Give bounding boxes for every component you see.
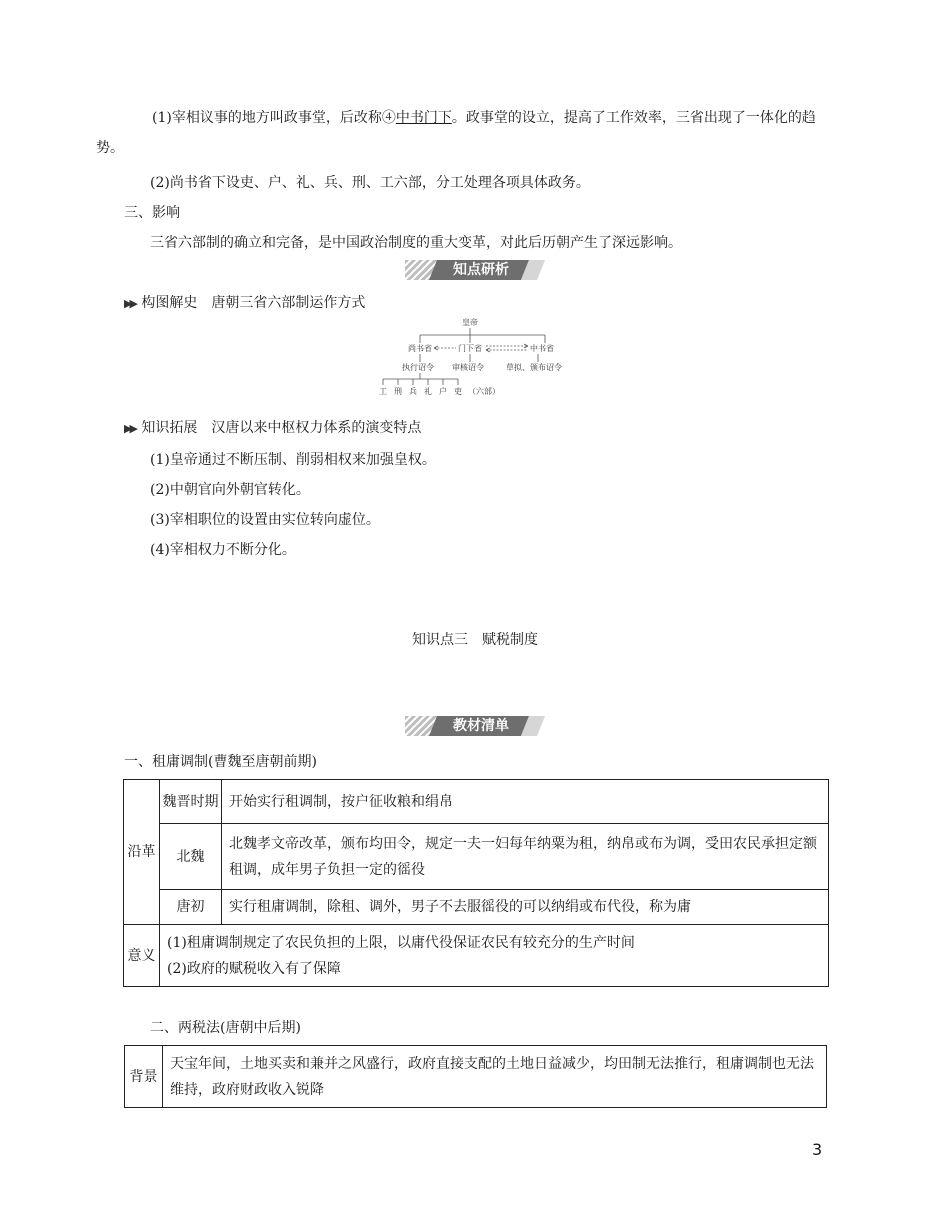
expand-item: (3)宰相职位的设置由实位转向虚位。 xyxy=(150,512,380,528)
zuyong-table xyxy=(123,779,829,987)
item1-cont: 势。 xyxy=(96,140,124,156)
significance-item: (1)租庸调制规定了农民负担的上限，以庸代役保证农民有较充分的生产时间 xyxy=(167,934,635,951)
section3-heading: 三、影响 xyxy=(124,205,180,221)
content-cell: 北魏孝文帝改革，颁布均田令，规定一夫一妇每年纳粟为租，纳帛或布为调，受田农民承担定额租调，成年男子负担一定的徭役 xyxy=(222,824,829,890)
table-row xyxy=(124,780,829,824)
diagram-title: 构图解史 唐朝三省六部制运作方式 xyxy=(141,295,366,311)
content-cell: 开始实行租调制，按户征收粮和绢帛 xyxy=(222,780,829,824)
double-arrow-icon: ▶▶ xyxy=(124,422,135,435)
ministry-hu: 户 xyxy=(439,387,447,396)
expand-item: (2)中朝官向外朝官转化。 xyxy=(150,482,310,498)
ministries-label: （六部） xyxy=(468,387,500,396)
zuyong-heading: 一、租庸调制(曹魏至唐朝前期) xyxy=(124,754,317,770)
expand-title: 知识拓展 汉唐以来中枢权力体系的演变特点 xyxy=(141,420,422,436)
table-row xyxy=(124,925,829,987)
content-cell: 实行租庸调制，除租、调外，男子不去服徭役的可以纳绢或布代役，称为庸 xyxy=(222,890,829,925)
liangshui-table xyxy=(124,1045,827,1108)
node-review: 审核诏令 xyxy=(452,363,484,372)
period-cell: 魏晋时期 xyxy=(160,780,222,824)
table-row xyxy=(124,890,829,925)
banner-analysis-text: 知点研析 xyxy=(453,262,509,278)
ministry-gong: 工 xyxy=(379,387,387,396)
node-menxia: 门下省 xyxy=(458,344,482,353)
expand-item: (1)皇帝通过不断压制、削弱相权来加强皇权。 xyxy=(150,452,436,468)
item1-paragraph xyxy=(96,103,830,163)
item2: (2)尚书省下设吏、户、礼、兵、刑、工六部，分工处理各项具体政务。 xyxy=(150,175,590,191)
significance-item: (2)政府的赋税收入有了保障 xyxy=(167,960,341,977)
kp3-title: 知识点三 赋税制度 xyxy=(412,632,538,648)
background-cell: 天宝年间，土地买卖和兼并之风盛行，政府直接支配的土地日益减少，均田制无法推行，租庸调制也无法维持，政府财政收入锐降 xyxy=(163,1046,827,1108)
banner-textbook-text: 教材清单 xyxy=(453,718,509,734)
period-cell: 唐初 xyxy=(160,890,222,925)
table-row xyxy=(125,1046,827,1108)
three-departments-diagram xyxy=(370,315,590,400)
diagram-title-row xyxy=(124,292,365,312)
page-number: 3 xyxy=(812,1140,823,1159)
section3-text: 三省六部制的确立和完备，是中国政治制度的重大变革，对此后历朝产生了深远影响。 xyxy=(150,235,682,251)
ministry-li-personnel: 吏 xyxy=(454,387,462,396)
background-label: 背景 xyxy=(125,1046,163,1108)
expand-item: (4)宰相权力不断分化。 xyxy=(150,542,296,558)
banner-textbook xyxy=(405,716,545,736)
item1-after: 。政事堂的设立，提高了工作效率，三省出现了一体化的趋 xyxy=(451,110,816,126)
node-exec: 执行诏令 xyxy=(402,363,434,372)
double-arrow-icon: ▶▶ xyxy=(124,297,135,310)
node-zhongshu: 中书省 xyxy=(530,344,554,353)
expand-title-row xyxy=(124,417,421,437)
evolution-label: 沿革 xyxy=(124,780,160,925)
node-shangshu: 尚书省 xyxy=(408,344,432,353)
period-cell: 北魏 xyxy=(160,824,222,890)
significance-label: 意义 xyxy=(124,925,160,987)
ministry-bing: 兵 xyxy=(409,387,417,396)
item1-before: (1)宰相议事的地方叫政事堂，后改称④ xyxy=(152,110,396,126)
ministry-xing: 刑 xyxy=(394,387,402,396)
liangshui-heading: 二、两税法(唐朝中后期) xyxy=(150,1020,301,1036)
ministry-li: 礼 xyxy=(424,387,432,396)
banner-analysis xyxy=(405,260,545,280)
node-emperor: 皇帝 xyxy=(462,318,478,327)
item1-answer: 中书门下 xyxy=(395,110,452,126)
node-draft: 草拟、颁布诏令 xyxy=(506,363,562,372)
significance-cell xyxy=(160,925,829,987)
table-row xyxy=(124,824,829,890)
